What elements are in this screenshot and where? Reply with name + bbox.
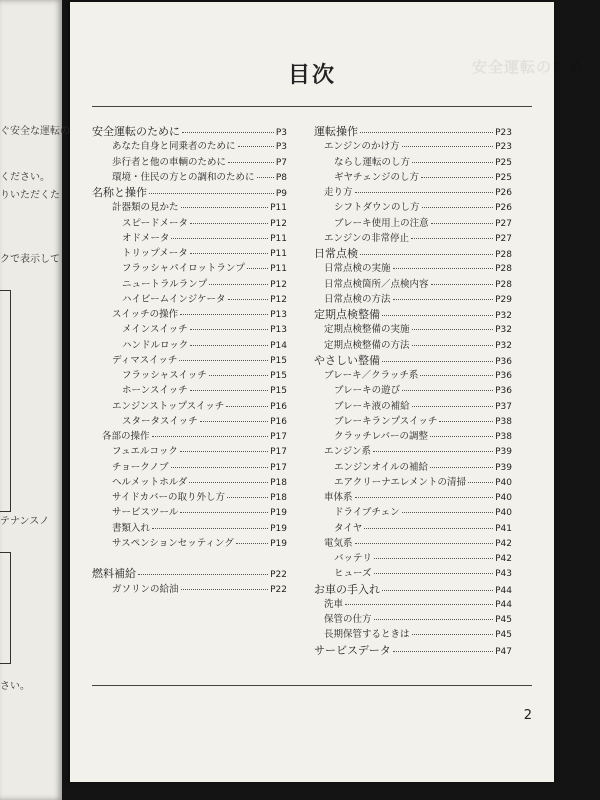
toc-entry[interactable] bbox=[314, 443, 512, 458]
dot-leader bbox=[412, 406, 493, 407]
toc-entry[interactable] bbox=[92, 260, 287, 275]
facing-page-text: テナンスノ bbox=[0, 516, 50, 527]
toc-entry-page: P14 bbox=[270, 340, 287, 351]
toc-entry[interactable] bbox=[92, 413, 287, 428]
toc-entry[interactable] bbox=[92, 230, 287, 245]
toc-entry[interactable] bbox=[92, 428, 287, 443]
toc-entry-page: P26 bbox=[495, 188, 512, 198]
toc-entry-page: P18 bbox=[270, 477, 287, 488]
title-divider bbox=[92, 106, 532, 107]
toc-entry-label: フラッシャスイッチ bbox=[122, 370, 207, 381]
toc-entry-label: バッテリ bbox=[334, 553, 373, 564]
toc-section[interactable] bbox=[92, 184, 287, 199]
facing-page-text: りいただくた bbox=[0, 190, 60, 201]
dot-leader bbox=[171, 467, 269, 468]
dot-leader bbox=[180, 314, 268, 315]
toc-entry-page: P22 bbox=[270, 570, 287, 581]
toc-entry-page: P40 bbox=[495, 508, 512, 519]
toc-entry-page: P44 bbox=[495, 599, 512, 610]
toc-entry-label: エアクリーナエレメントの清掃 bbox=[334, 476, 467, 488]
toc-entry-label: ならし運転のし方 bbox=[334, 156, 411, 168]
toc-entry-page: P36 bbox=[495, 356, 512, 367]
toc-entry[interactable] bbox=[92, 367, 287, 382]
dot-leader bbox=[181, 589, 269, 590]
dot-leader bbox=[226, 406, 268, 407]
toc-entry-page: P29 bbox=[495, 294, 512, 305]
toc-entry-label: スタータスイッチ bbox=[122, 415, 198, 427]
toc-entry-label: スピードメータ bbox=[122, 217, 189, 229]
toc-entry-label: クラッチレバーの調整 bbox=[334, 431, 428, 442]
toc-entry-page: P42 bbox=[495, 538, 512, 549]
toc-entry[interactable] bbox=[314, 382, 512, 397]
toc-entry-label: 車体系 bbox=[324, 492, 353, 503]
toc-entry-page: P16 bbox=[270, 401, 287, 412]
toc-entry[interactable] bbox=[92, 459, 287, 474]
toc-entry-label: あなた自身と同乗者のために bbox=[112, 141, 236, 153]
toc-entry-label: フュエルコック bbox=[112, 446, 178, 458]
toc-entry[interactable] bbox=[92, 169, 287, 184]
toc-entry[interactable] bbox=[92, 489, 287, 504]
toc-entry-label: ニュートラルランプ bbox=[122, 278, 208, 290]
toc-entry-label: 定期点検整備 bbox=[314, 308, 380, 321]
dot-leader bbox=[430, 436, 493, 437]
dot-leader bbox=[236, 543, 268, 544]
toc-entry-page: P38 bbox=[495, 416, 512, 427]
toc-entry-label: 定期点検整備の方法 bbox=[324, 339, 410, 351]
dot-leader bbox=[152, 436, 269, 437]
toc-entry-page: P12 bbox=[270, 294, 287, 305]
toc-entry-page: P23 bbox=[495, 128, 512, 138]
toc-entry[interactable] bbox=[314, 596, 512, 611]
toc-entry-label: 日常点検の実施 bbox=[324, 263, 391, 275]
toc-entry-page: P3 bbox=[275, 128, 287, 138]
toc-entry-label: ヘルメットホルダ bbox=[112, 476, 188, 488]
toc-entry[interactable] bbox=[92, 535, 287, 550]
toc-entry-page: P17 bbox=[270, 447, 287, 458]
toc-entry-page: P25 bbox=[495, 157, 512, 168]
dot-leader bbox=[412, 345, 494, 346]
facing-page-text: さい。 bbox=[0, 681, 30, 692]
dot-leader bbox=[393, 651, 493, 652]
toc-entry[interactable] bbox=[92, 306, 287, 321]
dot-leader bbox=[393, 268, 494, 269]
toc-entry-page: P32 bbox=[495, 325, 512, 336]
dot-leader bbox=[228, 299, 269, 300]
dot-leader bbox=[257, 177, 274, 178]
dot-leader bbox=[190, 345, 268, 346]
toc-entry-page: P19 bbox=[270, 523, 287, 534]
toc-entry-label: トリップメータ bbox=[122, 248, 188, 259]
toc-entry-label: ドライブチェン bbox=[334, 507, 400, 519]
toc-entry-page: P40 bbox=[495, 493, 512, 503]
toc-entry[interactable] bbox=[314, 321, 512, 336]
toc-entry-page: P13 bbox=[270, 310, 287, 320]
page-title: 目次 bbox=[287, 63, 336, 88]
toc-entry-label: サイドカバーの取り外し方 bbox=[112, 492, 226, 503]
dot-leader bbox=[190, 329, 268, 330]
toc-entry-label: ブレーキランプスイッチ bbox=[334, 415, 438, 427]
facing-page-text: クで表示して bbox=[0, 254, 60, 265]
facing-page-frame bbox=[0, 290, 11, 512]
dot-leader bbox=[149, 193, 274, 194]
dot-leader bbox=[374, 619, 494, 620]
toc-entry[interactable] bbox=[314, 428, 512, 443]
dot-leader bbox=[190, 253, 268, 254]
toc-spacer bbox=[92, 550, 287, 565]
dot-leader bbox=[468, 482, 493, 483]
dot-leader bbox=[209, 284, 268, 285]
dot-leader bbox=[228, 162, 274, 163]
toc-entry-label: 計器類の見かた bbox=[112, 202, 179, 214]
toc-entry-label: タイヤ bbox=[334, 522, 363, 534]
toc-entry-page: P45 bbox=[495, 615, 512, 625]
toc-entry-label: エンジンストップスイッチ bbox=[112, 400, 225, 412]
dot-leader bbox=[209, 375, 268, 376]
toc-entry-page: P39 bbox=[495, 447, 512, 458]
toc-entry-label: 名称と操作 bbox=[92, 186, 147, 199]
toc-entry-page: P40 bbox=[495, 477, 512, 488]
dot-leader bbox=[411, 238, 493, 239]
toc-entry-label: 環境・住民の方との調和のために bbox=[112, 171, 255, 183]
dot-leader bbox=[152, 528, 268, 529]
toc-entry-page: P9 bbox=[275, 189, 287, 199]
toc-entry[interactable] bbox=[92, 443, 287, 458]
dot-leader bbox=[430, 467, 493, 468]
toc-entry-label: ヒューズ bbox=[334, 568, 372, 580]
dot-leader bbox=[345, 604, 493, 605]
toc-entry[interactable] bbox=[314, 367, 512, 382]
toc-entry[interactable] bbox=[314, 138, 512, 153]
toc-entry-page: P15 bbox=[270, 355, 287, 366]
toc-entry-page: P8 bbox=[275, 172, 287, 183]
toc-entry[interactable] bbox=[92, 276, 287, 291]
footer-divider bbox=[92, 685, 532, 686]
toc-entry[interactable] bbox=[314, 276, 512, 291]
toc-entry[interactable] bbox=[314, 291, 512, 306]
toc-entry[interactable] bbox=[314, 169, 512, 184]
dot-leader bbox=[402, 512, 493, 513]
toc-entry-page: P39 bbox=[495, 462, 512, 473]
toc-entry-page: P44 bbox=[495, 585, 512, 596]
dot-leader bbox=[171, 238, 268, 239]
toc-entry-page: P19 bbox=[270, 508, 287, 519]
dot-leader bbox=[374, 573, 494, 574]
toc-page bbox=[70, 2, 585, 782]
dot-leader bbox=[182, 132, 274, 133]
toc-entry-page: P3 bbox=[275, 142, 287, 153]
toc-entry-page: P18 bbox=[270, 493, 287, 503]
toc-entry-label: サービスツール bbox=[112, 507, 179, 519]
toc-entry[interactable] bbox=[92, 199, 287, 214]
toc-entry[interactable] bbox=[314, 199, 512, 214]
toc-entry-page: P15 bbox=[270, 386, 287, 397]
toc-entry-label: スイッチの操作 bbox=[112, 309, 179, 320]
dot-leader bbox=[180, 512, 268, 513]
toc-entry-label: ハイビームインジケータ bbox=[122, 293, 226, 305]
toc-entry-label: 燃料補給 bbox=[92, 567, 136, 581]
toc-entry-label: ハンドルロック bbox=[122, 339, 189, 351]
dot-leader bbox=[412, 162, 493, 163]
toc-entry[interactable] bbox=[314, 215, 512, 230]
toc-entry-label: ブレーキ液の補給 bbox=[334, 400, 410, 412]
toc-entry[interactable] bbox=[92, 520, 287, 535]
facing-page-text: ぐ安全な運転の bbox=[0, 126, 70, 137]
toc-entry-page: P28 bbox=[495, 264, 512, 275]
dot-leader bbox=[360, 132, 493, 133]
dot-leader bbox=[439, 421, 493, 422]
toc-entry-label: エンジン系 bbox=[324, 446, 372, 458]
toc-column-right bbox=[314, 123, 512, 657]
toc-entry-label: サスペンションセッティング bbox=[112, 537, 234, 549]
toc-entry[interactable] bbox=[314, 398, 512, 413]
toc-entry-label: ディマスイッチ bbox=[112, 354, 178, 366]
toc-entry-label: 日常点検箇所／点検内容 bbox=[324, 278, 429, 290]
dot-leader bbox=[247, 268, 268, 269]
toc-entry[interactable] bbox=[92, 382, 287, 397]
toc-entry-page: P11 bbox=[270, 249, 287, 259]
toc-entry-label: チョークノブ bbox=[112, 461, 169, 473]
toc-entry-label: オドメータ bbox=[122, 232, 170, 244]
toc-entry-label: ホーンスイッチ bbox=[122, 385, 188, 397]
toc-entry-label: メインスイッチ bbox=[122, 324, 188, 336]
facing-page bbox=[0, 0, 70, 800]
toc-entry[interactable] bbox=[314, 520, 512, 535]
toc-entry-label: 運転操作 bbox=[314, 125, 358, 138]
toc-entry-label: ブレーキ／クラッチ系 bbox=[324, 370, 419, 381]
toc-entry-label: サービスデータ bbox=[314, 643, 391, 657]
toc-entry-page: P27 bbox=[495, 218, 512, 229]
toc-entry-page: P26 bbox=[495, 203, 512, 214]
dot-leader bbox=[200, 421, 268, 422]
facing-page-text: ください。 bbox=[0, 172, 50, 183]
toc-entry-page: P27 bbox=[495, 233, 512, 244]
toc-entry[interactable] bbox=[92, 398, 287, 413]
toc-entry-page: P22 bbox=[270, 584, 287, 595]
dot-leader bbox=[382, 315, 493, 316]
toc-entry-label: 電気系 bbox=[324, 537, 353, 549]
toc-entry-page: P19 bbox=[270, 538, 287, 549]
toc-section[interactable] bbox=[92, 123, 287, 138]
toc-entry[interactable] bbox=[314, 550, 512, 565]
page-number: 2 bbox=[523, 708, 532, 723]
toc-column-left bbox=[92, 123, 287, 596]
toc-entry-page: P36 bbox=[495, 386, 512, 397]
toc-section[interactable] bbox=[92, 565, 287, 580]
toc-section[interactable] bbox=[314, 306, 512, 321]
dot-leader bbox=[238, 146, 274, 147]
toc-entry[interactable] bbox=[92, 352, 287, 367]
dot-leader bbox=[412, 634, 494, 635]
toc-entry-page: P41 bbox=[495, 523, 512, 534]
dot-leader bbox=[431, 223, 493, 224]
toc-section[interactable] bbox=[314, 352, 512, 367]
toc-entry-page: P38 bbox=[495, 432, 512, 442]
toc-entry-label: やさしい整備 bbox=[314, 353, 380, 367]
toc-entry[interactable] bbox=[92, 581, 287, 596]
toc-entry-page: P11 bbox=[270, 203, 287, 214]
dot-leader bbox=[138, 574, 268, 575]
dot-leader bbox=[190, 390, 268, 391]
toc-entry[interactable] bbox=[92, 474, 287, 489]
toc-entry[interactable] bbox=[314, 535, 512, 550]
toc-entry[interactable] bbox=[314, 260, 512, 275]
toc-entry-page: P32 bbox=[495, 311, 512, 321]
dot-leader bbox=[374, 558, 493, 559]
toc-entry[interactable] bbox=[314, 413, 512, 428]
toc-entry-label: シフトダウンのし方 bbox=[334, 202, 420, 214]
dot-leader bbox=[402, 390, 493, 391]
show-through-text: 安全運転のため bbox=[472, 58, 585, 76]
toc-entry[interactable] bbox=[92, 245, 287, 260]
toc-entry-label: ブレーキの遊び bbox=[334, 385, 401, 397]
toc-entry-page: P13 bbox=[270, 325, 287, 336]
dot-leader bbox=[412, 329, 494, 330]
toc-entry-page: P12 bbox=[270, 279, 287, 290]
dot-leader bbox=[364, 528, 493, 529]
toc-entry-page: P43 bbox=[495, 569, 512, 580]
dot-leader bbox=[393, 299, 494, 300]
toc-entry[interactable] bbox=[92, 138, 287, 153]
toc-entry[interactable] bbox=[314, 337, 512, 352]
dot-leader bbox=[227, 497, 268, 498]
toc-section[interactable] bbox=[314, 123, 512, 138]
toc-entry-label: 歩行者と他の車輌のために bbox=[112, 156, 227, 168]
toc-entry-page: P11 bbox=[270, 264, 287, 275]
toc-entry-page: P25 bbox=[495, 172, 512, 183]
toc-entry-page: P32 bbox=[495, 340, 512, 351]
toc-entry[interactable] bbox=[314, 184, 512, 199]
toc-entry-label: 長期保管するときは bbox=[324, 629, 410, 641]
toc-entry[interactable] bbox=[314, 489, 512, 504]
toc-entry[interactable] bbox=[92, 154, 287, 169]
toc-section[interactable] bbox=[314, 581, 512, 596]
dot-leader bbox=[180, 451, 268, 452]
toc-entry-label: 定期点検整備の実施 bbox=[324, 324, 410, 336]
toc-entry-label: 日常点検の方法 bbox=[324, 293, 391, 305]
dot-leader bbox=[355, 497, 494, 498]
toc-entry-label: 日常点検 bbox=[314, 247, 358, 260]
toc-entry[interactable] bbox=[92, 337, 287, 352]
dot-leader bbox=[179, 360, 268, 361]
toc-entry-page: P17 bbox=[270, 432, 287, 442]
toc-entry[interactable] bbox=[314, 626, 512, 641]
dot-leader bbox=[373, 451, 493, 452]
toc-entry-label: 安全運転のために bbox=[92, 125, 180, 138]
toc-entry-page: P36 bbox=[495, 371, 512, 381]
toc-entry-page: P28 bbox=[495, 279, 512, 290]
toc-entry[interactable] bbox=[314, 154, 512, 169]
dot-leader bbox=[382, 590, 493, 591]
toc-entry-label: ブレーキ使用上の注意 bbox=[334, 217, 429, 229]
dot-leader bbox=[355, 543, 494, 544]
toc-entry-label: 保管の仕方 bbox=[324, 614, 372, 625]
toc-section[interactable] bbox=[314, 642, 512, 657]
toc-entry-label: 走り方 bbox=[324, 187, 353, 198]
toc-entry[interactable] bbox=[314, 504, 512, 519]
toc-section[interactable] bbox=[314, 245, 512, 260]
toc-entry-page: P47 bbox=[495, 646, 512, 657]
toc-entry[interactable] bbox=[314, 459, 512, 474]
dot-leader bbox=[190, 223, 268, 224]
dot-leader bbox=[421, 177, 493, 178]
dot-leader bbox=[422, 207, 494, 208]
dot-leader bbox=[189, 482, 268, 483]
toc-entry[interactable] bbox=[92, 504, 287, 519]
toc-entry-label: エンジンオイルの補給 bbox=[334, 461, 429, 473]
dot-leader bbox=[382, 361, 493, 362]
toc-entry-page: P15 bbox=[270, 371, 287, 381]
dot-leader bbox=[360, 254, 493, 255]
toc-entry-page: P23 bbox=[495, 142, 512, 153]
dot-leader bbox=[402, 146, 494, 147]
toc-entry-label: お車の手入れ bbox=[314, 582, 380, 596]
toc-entry-label: フラッシャパイロットランプ bbox=[122, 263, 245, 275]
dot-leader bbox=[420, 375, 493, 376]
toc-entry-label: 洗車 bbox=[324, 598, 344, 610]
toc-entry-page: P28 bbox=[495, 250, 512, 260]
toc-entry-page: P42 bbox=[495, 554, 512, 564]
toc-entry[interactable] bbox=[92, 321, 287, 336]
toc-entry[interactable] bbox=[314, 230, 512, 245]
toc-entry-label: 各部の操作 bbox=[102, 431, 150, 442]
toc-entry-label: ガソリンの給油 bbox=[112, 583, 179, 595]
toc-entry-label: エンジンのかけ方 bbox=[324, 141, 400, 153]
facing-page-frame bbox=[0, 552, 11, 664]
toc-entry[interactable] bbox=[314, 565, 512, 580]
toc-entry-label: ギヤチェンジのし方 bbox=[334, 171, 419, 183]
toc-entry[interactable] bbox=[92, 291, 287, 306]
toc-entry-label: 書類入れ bbox=[112, 522, 151, 534]
toc-entry[interactable] bbox=[92, 215, 287, 230]
toc-entry-page: P11 bbox=[270, 233, 287, 244]
toc-entry-label: エンジンの非常停止 bbox=[324, 232, 410, 244]
toc-entry-page: P45 bbox=[495, 630, 512, 641]
dot-leader bbox=[431, 284, 494, 285]
toc-entry-page: P37 bbox=[495, 401, 512, 412]
toc-entry-page: P7 bbox=[275, 157, 287, 168]
dot-leader bbox=[181, 207, 269, 208]
toc-entry-page: P17 bbox=[270, 462, 287, 473]
dot-leader bbox=[355, 192, 494, 193]
toc-entry-page: P16 bbox=[270, 416, 287, 427]
toc-entry-page: P12 bbox=[270, 218, 287, 229]
toc-entry[interactable] bbox=[314, 474, 512, 489]
toc-entry[interactable] bbox=[314, 611, 512, 626]
